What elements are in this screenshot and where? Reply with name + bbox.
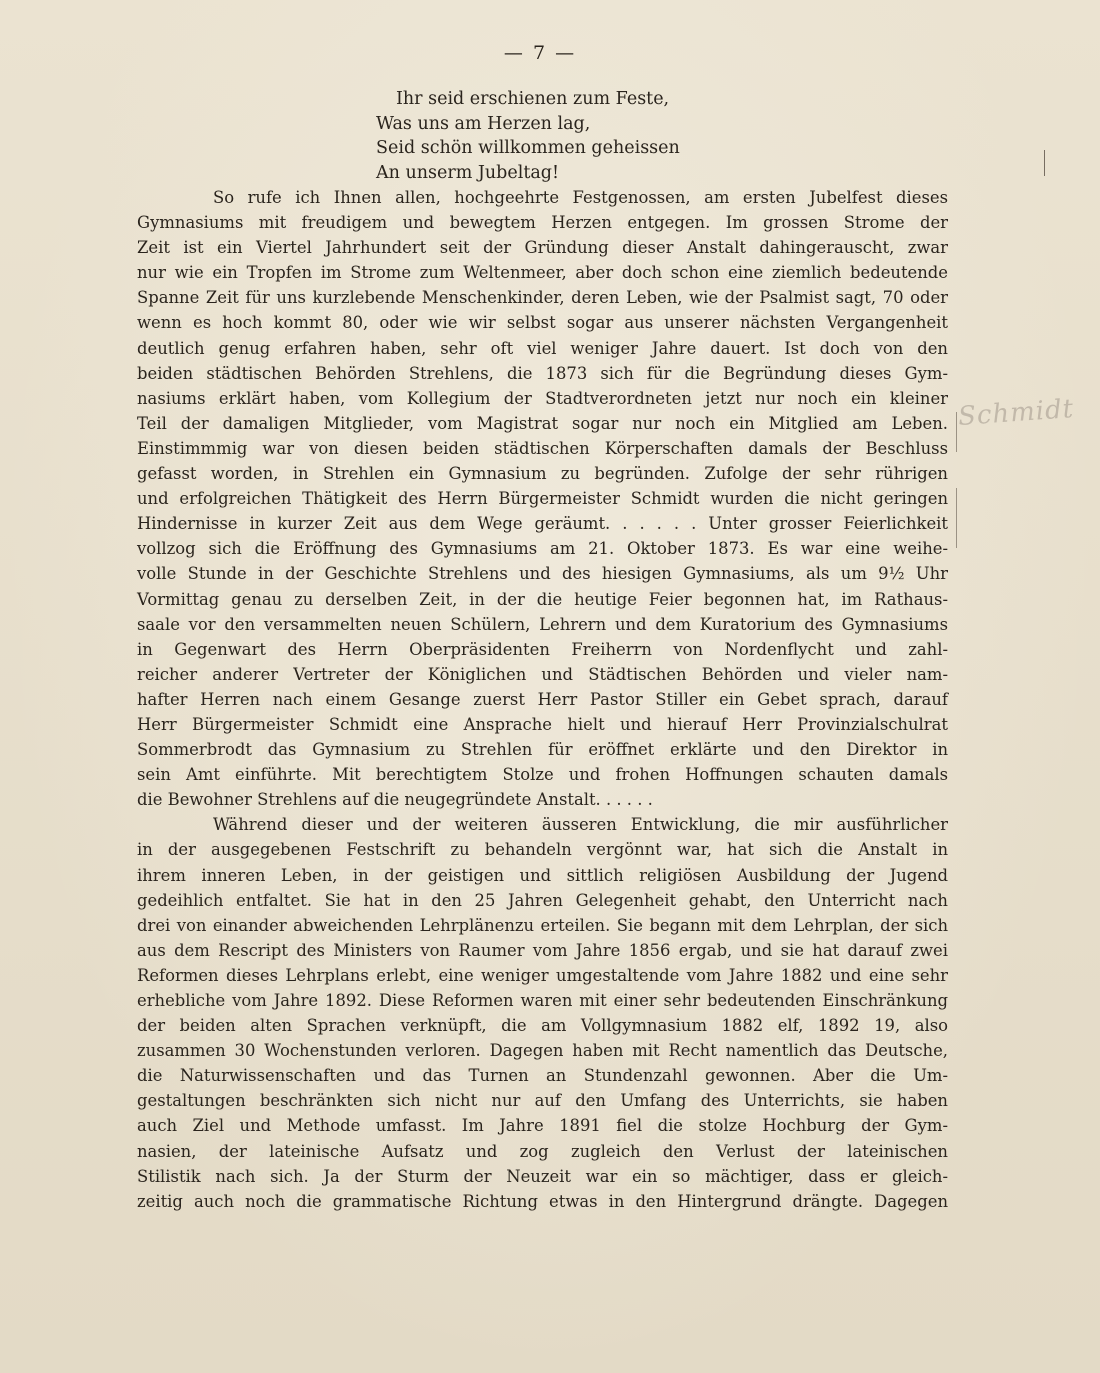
poem-line: Ihr seid erschienen zum Feste, — [396, 89, 670, 109]
poem-line: Was uns am Herzen lag, — [376, 113, 591, 134]
text-line: Hindernisse in kurzer Zeit aus dem Wege geräumt. . . . . . Unter grosser Feierlichkeit — [137, 514, 948, 534]
text-line: Stilistik nach sich. Ja der Sturm der Neuzeit war ein so mächtiger, dass er gleich- — [137, 1166, 948, 1186]
text-line: Einstimmmig war von diesen beiden städtischen Körperschaften damals der Beschluss — [137, 438, 948, 458]
text-line: die Bewohner Strehlens auf die neugegründete Anstalt. . . . . . — [137, 790, 653, 810]
text-line: gestaltungen beschränkten sich nicht nur auf den Umfang des Unterrichts, sie haben — [137, 1091, 948, 1111]
body-text — [137, 185, 948, 1214]
text-line: in Gegenwart des Herrn Oberpräsidenten Freiherrn von Nordenflycht und zahl- — [137, 639, 948, 659]
text-line: Herr Bürgermeister Schmidt eine Ansprache hielt und hierauf Herr Provinzialschulrat — [137, 714, 948, 734]
text-line: beiden städtischen Behörden Strehlens, die 1873 sich für die Begründung dieses Gym- — [137, 363, 948, 383]
poem-line: An unserm Jubeltag! — [376, 162, 560, 183]
text-line: ihrem inneren Leben, in der geistigen und sittlich religiösen Ausbildung der Jugend — [137, 865, 948, 885]
text-line: Während dieser und der weiteren äusseren Entwicklung, die mir ausführlicher — [213, 815, 948, 835]
text-line: nur wie ein Tropfen im Strome zum Weltenmeer, aber doch schon eine ziemlich bedeutende — [137, 263, 948, 283]
text-line: vollzog sich die Eröffnung des Gymnasiums am 21. Oktober 1873. Es war eine weihe- — [137, 539, 948, 559]
text-line: aus dem Rescript des Ministers von Raumer vom Jahre 1856 ergab, und sie hat darauf zwei — [137, 940, 948, 960]
text-line: hafter Herren nach einem Gesange zuerst Herr Pastor Stiller ein Gebet sprach, darauf — [137, 689, 948, 709]
text-line: auch Ziel und Methode umfasst. Im Jahre 1891 fiel die stolze Hochburg der Gym- — [137, 1116, 948, 1136]
text-line: Spanne Zeit für uns kurzlebende Menschenkinder, deren Leben, wie der Psalmist sagt, 70 oder — [137, 288, 948, 308]
text-line: nasiums erklärt haben, vom Kollegium der Stadtverordneten jetzt nur noch ein kleiner — [137, 388, 948, 408]
handwritten-margin-note: Schmidt — [957, 393, 1076, 433]
text-line: erhebliche vom Jahre 1892. Diese Reformen waren mit einer sehr bedeutenden Einschränkung — [137, 991, 948, 1010]
text-line: Sommerbrodt das Gymnasium zu Strehlen für eröffnet erklärte und den Direktor in — [137, 740, 948, 760]
text-line: Vormittag genau zu derselben Zeit, in der die heutige Feier begonnen hat, im Rathaus- — [137, 589, 948, 609]
pencil-margin-line — [956, 412, 957, 452]
poem-stanza — [372, 87, 680, 185]
text-line: in der ausgegebenen Festschrift zu behandeln vergönnt war, hat sich die Anstalt in — [137, 840, 948, 860]
poem-line: Seid schön willkommen geheissen — [376, 138, 680, 158]
page-number: — 7 — — [503, 42, 577, 64]
text-line: zusammen 30 Wochenstunden verloren. Dagegen haben mit Recht namentlich das Deutsche, — [137, 1041, 948, 1061]
text-line: deutlich genug erfahren haben, sehr oft viel weniger Jahre dauert. Ist doch von den — [137, 338, 948, 358]
text-line: der beiden alten Sprachen verknüpft, die am Vollgymnasium 1882 elf, 1892 19, also — [137, 1016, 948, 1036]
text-line: zeitig auch noch die grammatische Richtung etwas in den Hintergrund drängte. Dagegen — [137, 1191, 948, 1211]
text-line: wenn es hoch kommt 80, oder wie wir selbst sogar aus unserer nächsten Vergangenheit — [137, 313, 948, 333]
text-line: reicher anderer Vertreter der Königlichen und Städtischen Behörden und vieler nam- — [137, 664, 948, 684]
text-line: saale vor den versammelten neuen Schülern, Lehrern und dem Kuratorium des Gymnasiums — [137, 614, 948, 634]
text-line: gedeihlich entfaltet. Sie hat in den 25 Jahren Gelegenheit gehabt, den Unterricht nach — [137, 890, 948, 910]
pencil-margin-line — [956, 488, 957, 548]
text-line: und erfolgreichen Thätigkeit des Herrn Bürgermeister Schmidt wurden die nicht geringen — [137, 489, 948, 509]
text-line: nasien, der lateinische Aufsatz und zog zugleich den Verlust der lateinischen — [137, 1141, 948, 1161]
text-line: Reformen dieses Lehrplans erlebt, eine weniger umgestaltende vom Jahre 1882 und eine sehr — [137, 965, 948, 985]
text-line: sein Amt einführte. Mit berechtigtem Stolze und frohen Hoffnungen schauten damals — [137, 765, 948, 785]
text-line: Gymnasiums mit freudigem und bewegtem Herzen entgegen. Im grossen Strome der — [137, 213, 948, 233]
text-line: Teil der damaligen Mitglieder, vom Magistrat sogar nur noch ein Mitglied am Leben. — [137, 413, 948, 433]
text-line: volle Stunde in der Geschichte Strehlens und des hiesigen Gymnasiums, als um 9½ Uhr — [137, 564, 948, 584]
text-line: gefasst worden, in Strehlen ein Gymnasium zu begründen. Zufolge der sehr rührigen — [137, 464, 948, 484]
text-line: Zeit ist ein Viertel Jahrhundert seit der Gründung dieser Anstalt dahingerauscht, zwar — [137, 238, 948, 258]
text-line: die Naturwissenschaften und das Turnen an Stundenzahl gewonnen. Aber die Um- — [137, 1066, 948, 1086]
text-line: So rufe ich Ihnen allen, hochgeehrte Festgenossen, am ersten Jubelfest dieses — [213, 188, 948, 207]
text-line: drei von einander abweichenden Lehrplänenzu erteilen. Sie begann mit dem Lehrplan, der sich — [137, 915, 948, 935]
pencil-mark — [1044, 150, 1045, 176]
